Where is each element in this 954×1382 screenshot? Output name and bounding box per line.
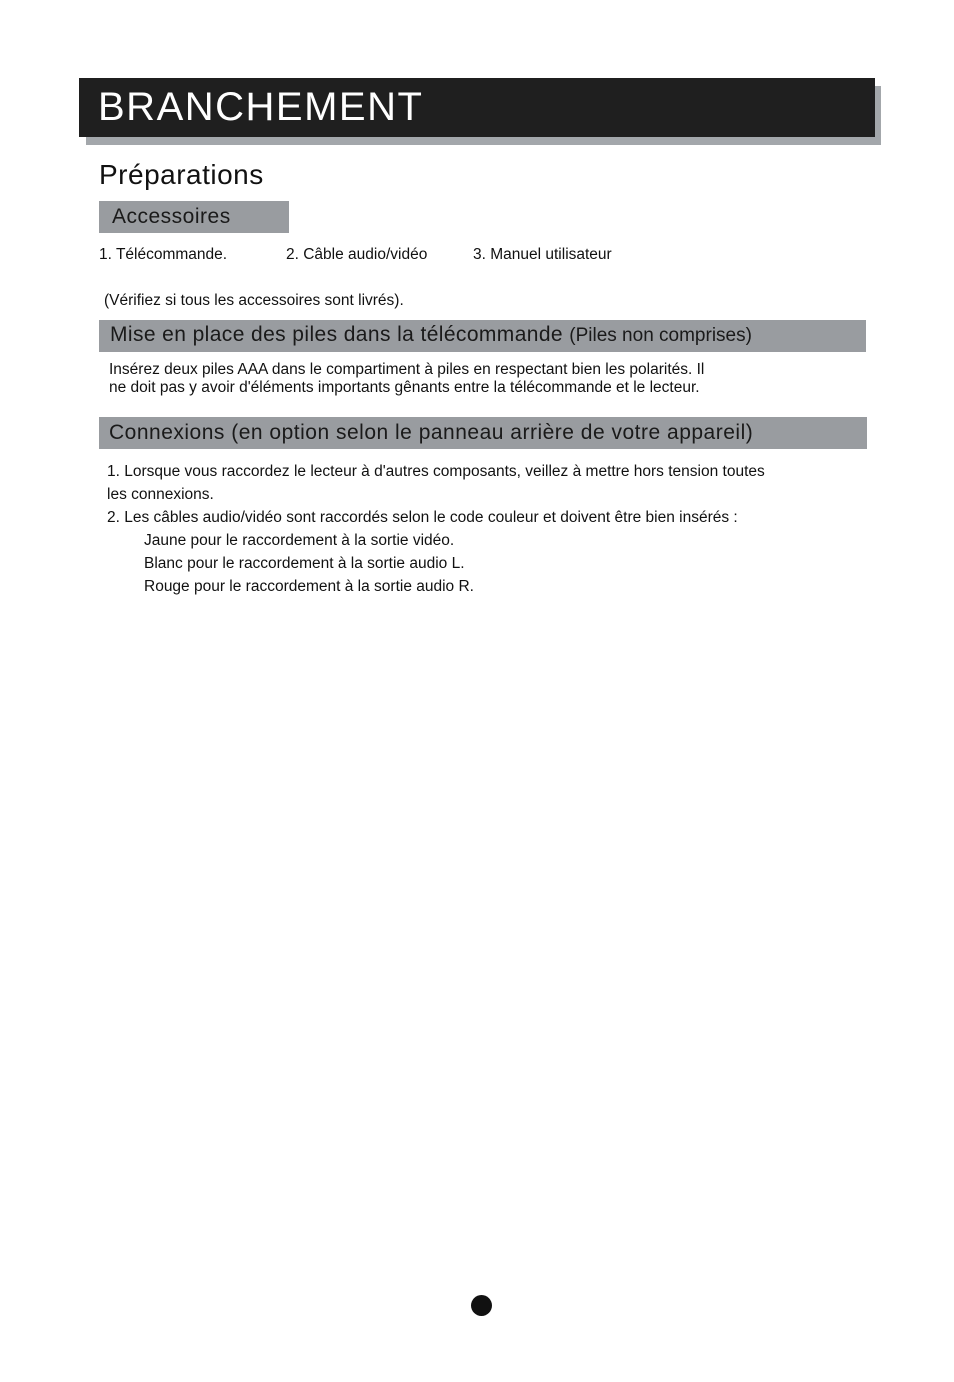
connexions-line: 1. Lorsque vous raccordez le lecteur à d'autres composants, veillez à mettre hors tension toutes bbox=[107, 463, 765, 480]
piles-heading bbox=[99, 320, 866, 352]
connexions-line: Jaune pour le raccordement à la sortie vidéo. bbox=[144, 532, 455, 549]
piles-heading-subtitle: (Piles non comprises) bbox=[569, 325, 752, 346]
connexions-heading: Connexions (en option selon le panneau arrière de votre appareil) bbox=[99, 417, 867, 449]
connexions-line: 2. Les câbles audio/vidéo sont raccordés selon le code couleur et doivent être bien insérés : bbox=[107, 509, 738, 526]
accessory-item: 3. Manuel utilisateur bbox=[473, 246, 612, 263]
accessories-note: (Vérifiez si tous les accessoires sont livrés). bbox=[104, 292, 404, 309]
connexions-line: les connexions. bbox=[107, 486, 214, 503]
accessoires-heading: Accessoires bbox=[99, 201, 289, 233]
connexions-line: Blanc pour le raccordement à la sortie audio L. bbox=[144, 555, 465, 572]
accessory-item: 2. Câble audio/vidéo bbox=[286, 246, 428, 263]
page-title: BRANCHEMENT bbox=[79, 78, 875, 137]
piles-heading-text: Mise en place des piles dans la télécommande bbox=[110, 323, 564, 346]
page-marker-dot bbox=[471, 1295, 492, 1316]
piles-line: Insérez deux piles AAA dans le compartiment à piles en respectant bien les polarités. Il bbox=[109, 361, 705, 378]
connexions-line: Rouge pour le raccordement à la sortie audio R. bbox=[144, 578, 474, 595]
piles-line: ne doit pas y avoir d'éléments importants gênants entre la télécommande et le lecteur. bbox=[109, 379, 700, 396]
section-title: Préparations bbox=[99, 159, 264, 190]
accessory-item: 1. Télécommande. bbox=[99, 246, 228, 263]
